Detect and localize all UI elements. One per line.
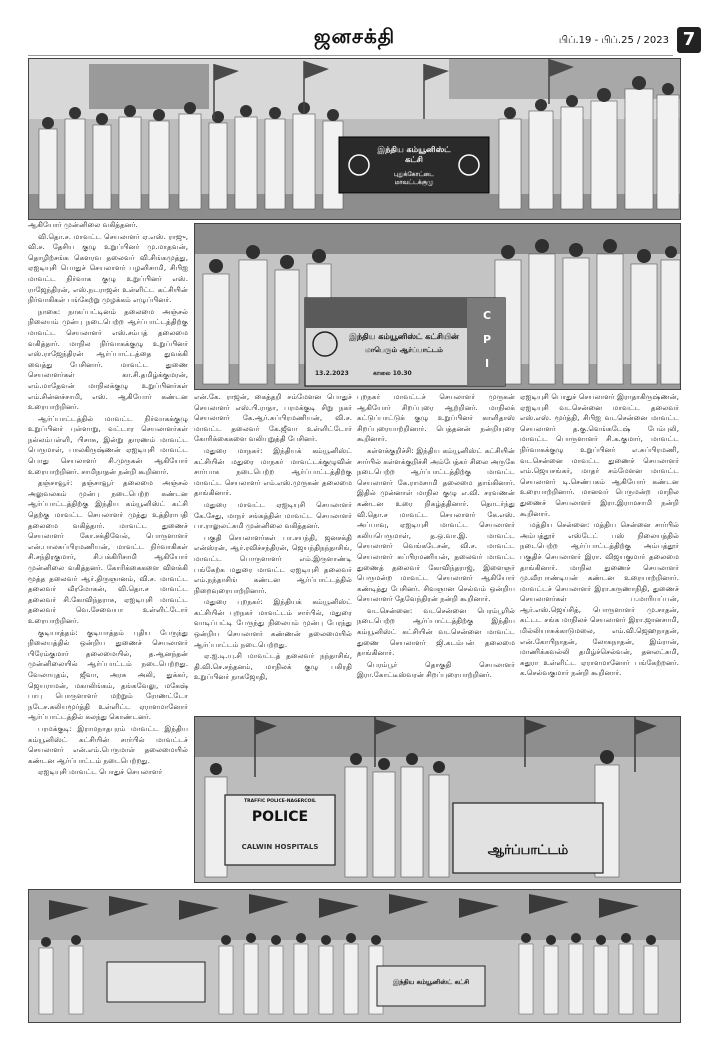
- photo-top-image: [29, 59, 680, 219]
- article-column-2: [194, 392, 352, 712]
- issue-date: பிப்.19 - பிப்.25 / 2023: [558, 35, 669, 46]
- col1-para-4: தஞ்சாவூர்: தஞ்சாவூர் தலைமை அஞ்சல் அலுவலகம் முன்பு நடைபெற்ற கண்டன ஆர்ப்பாட்டத்திற்கு இந்திய கம்யூனிஸ்ட் கட்சி தெற்கு மாவட்ட செயலாளர் முத்து உத்திராபதி தலைமை வகித்தார். மாவட்ட துணைச் செயலாளர் கோ.சக்திவேல், பொருளாளர் என்.பாலசுப்பிரமணியன், மாவட்ட நிர்வாகிகள் சி.சந்திரகுமார், சி.பக்கிரிசாமி ஆகியோர் முன்னிலை வகித்தனர். கோரிக்கைகளை விளக்கி மூத்த தலைவர் ஆர்.திருஞானம், வி.ச. மாவட்ட தலைவர் வீரமோகன், வி.தொ.ச மாவட்ட தலைவர் சி.கோவிந்தராசு, ஏஐடியுசி மாவட்ட தலைவர் வெ.சேவையா உள்ளிட்டோர் உரையாற்றினர்.: [28, 478, 188, 625]
- col1-para-7: ஏஐடியுசி மாவட்ட பொதுச் செயலாளர்: [38, 767, 163, 777]
- article-column-4: [520, 392, 679, 712]
- middle-banner-subtitle: மாபெரும் ஆர்ப்பாட்டம்: [365, 346, 443, 354]
- col2-para-4: மதுரை புறநகர்: இந்தியக் கம்யூனிஸ்ட் கட்சியின் புறநகர் மாவட்டம் சார்பில், மதுரை வாடிப்பட்டி பேருந்து நிலையம் முன்பு பேரந்து ஒன்றிய செயலாளர் கண்ணன் தலைமையில் ஆர்ப்பாட்டம் நடைபெற்றது.: [194, 597, 352, 649]
- photo-middle-image: [195, 224, 680, 389]
- masthead-rule: [28, 55, 673, 56]
- col2-para-3: பகுதி செயலாளர்கள் பா.சயந்தி, ஜனசக்தி என்ஸ்ரன், ஆர்.ரவிச்சந்திரன், ஜெயந்திநந்தாசிங், மாவட்ட பொருளாளர் எம்.இருளாண்டி பங்கேற்க மதுரை மாவட்ட ஏஐடியுசி தலைவர் எம்.நந்தாசிங் கண்டன ஆர்ப்பாட்டத்தில் நிறைவுரையாற்றினார்.: [194, 532, 352, 595]
- col2-para-0: என்.கே. ராஜன், கைத்தறி சம்மேளன பொதுச் செயலாளர் எஸ்.பி.ராதா, பரமக்குடி சிறு நகர் செயலாளர் கே.ஆர்.சுப்பிரமணியன், வி.ச. மாவட்ட தலைவர் கே.ஜீவா உள்ளிட்டோர் கோரிக்கைகளை வலியுறுத்தி பேசினர்.: [194, 392, 352, 444]
- masthead: [0, 0, 709, 56]
- middle-banner-date: 13.2.2023: [315, 370, 349, 377]
- top-banner-subtitle: புதுக்கோட்டை மாவட்டக்குழு: [394, 171, 434, 186]
- middle-banner-time: காலை 10.30: [373, 370, 412, 377]
- side-letter-c: C: [482, 309, 492, 322]
- article-column-3: [357, 392, 515, 712]
- col2-para-5: ஏ.ஐ.டி.யு.சி மாவட்டத் தலைவர் நந்தாசிங், தி.வி.செ.சந்தனம், மாநிலக் குழு பகிரதி உறுப்பினர் நாகஜோதி,: [194, 651, 352, 682]
- col3-para-1: கள்ளக்குறிச்சி: இந்திய கம்யூனிஸ்ட் கட்சியின் சார்பில் கள்ளக்குறிச்சி அம்பேத்கர் சிலை அருகே நடைபெற்ற ஆர்ப்பாட்டத்திற்கு மாவட்ட செயலாளர் கே.ராமசாமி தலைமை தாங்கினார். இதில் முன்னாள் மாநில குழு எ.வி. சரவணன் கண்டன உரை நிகழ்த்தினார். தொடர்ந்து வி.தொ.ச மாவட்ட செயலாளர் கே.எஸ். அப்பாவு, ஏஐடியுசி மாவட்ட செயலாளர் கலியபெருமாள், த.ஒ.வா.இ. மாவட்ட செயலாளர் வெங்கடேசன், வி.ச. மாவட்ட செயலாளர் சுப்பிரமணியன், தலைவர் மாவட்ட துணைத் தலைவர் கோவிந்தராஜ், இளைஞர் பெருமன்ற மாவட்ட செயலாளர் ஆகியோர் கண்டித்து பேசினர். சிவஞான செல்வம் ஒன்றிய செயலாளர் தேவேந்திரன் நன்றி கூறினார்.: [357, 445, 515, 604]
- col1-para-2: நாகை: நாகப்பட்டினம் தலைமை அஞ்சல் நிலையம் முன்பு நடைபெற்ற ஆர்ப்பாட்டத்திற்கு மாவட்ட செயலாளர் எஸ்.சம்பத் தலைமை வகித்தார். மாநில நிர்வாகக்குழு உறுப்பினர் எஸ்.ராஜேந்திரன் ஆர்ப்பாட்டத்தை துவக்கி வைத்து பேசினார். மாவட்ட துணை செயலாளர்கள் கா.சி.தமிழ்க்குமரன், எம்.மாதேவன் மாநிலக்குழு உறுப்பினர்கள் எம்.சின்னச்சாமி, எஸ். ஆகியோர் கண்டன உரையாற்றினர்.: [28, 306, 188, 412]
- photo-bottom-image: [29, 890, 680, 1022]
- col1-para-3: ஆர்ப்பாட்டத்தில் மாவட்ட நிர்வாகக்குழு உறுப்பினர் புள்ளாறு, வட்டார செயலாளர்கள் நல்லம்பள்ளி, பிசாசு, இன்று தாரணம் மாவட்ட பெருமாள், பாலகிருஷ்ணன் ஏஐடியுசி மாவட்ட பொது செயலாளர் சி.முருகன் ஆகியோர் உரையாற்றினர். சாமிநாதன் நன்றி கூறினார்.: [28, 413, 188, 476]
- middle-banner-side-letters: [477, 304, 497, 376]
- lower-protest-banner: ஆர்ப்பாட்டம்: [487, 843, 569, 858]
- photo-lower-protest: [194, 716, 681, 883]
- col2-para-2: மதுரை மாவட்ட ஏஐடியுசி செயலாளர் கே.சேது, மாநர் சங்கத்தின் மாவட்ட செயலாளர் பா.ராலுலட்சுமி முன்னிலை வகித்தனர்.: [194, 499, 352, 531]
- article-column-1: [28, 220, 188, 880]
- bottom-banner-title: இந்திய கம்யூனிஸ்ட் கட்சி: [392, 978, 470, 986]
- police-sign: POLICE: [251, 809, 309, 825]
- photo-top-protest: [28, 58, 681, 220]
- side-letter-i: I: [484, 357, 490, 370]
- col4-para-0: ஏஐடியுசி பொதுச் செயலாளர் இராதாகிருஷ்ணன், ஏஐடியுசி வடசென்னை மாவட்ட தலைவர் எஸ்.எஸ். மூர்த்தி, சிபிஐ வடசென்னை மாவட்ட செயலாளர் த.கு.வெங்கடேஷ் பேம்புலி, மாவட்ட பொருளாளர் சி.க.குமார், மாவட்ட நிர்வாகக்குழு உறுப்பினர் எ.சுப்பிரமணி, வடசென்னை மாவட்ட துணைச் செயலாளர் எம்.ஜெயசங்கர், மாதர் சம்மேளன மாவட்ட செயலாளர் டி.செண்பகம் ஆகியோர் கண்டன உரையாற்றினார். மானவர் பெருமன்ற மாநில துணைச் செயலாளர் இரா.இராமசாமி நன்றி கூறினார்.: [520, 392, 679, 518]
- police-sign-small: TRAFFIC POLICE-NAGERCOIL: [244, 799, 316, 804]
- top-banner-title: இந்திய கம்யூனிஸ்ட் கட்சி: [377, 145, 451, 164]
- middle-banner-title: இந்திய கம்யூனிஸ்ட் கட்சியின்: [349, 332, 459, 341]
- col1-para-6: பரமக்குடி: இராமநாதபுரம் மாவட்ட இந்திய கம்யூனிஸ்ட் கட்சியின் சார்பில் மாவட்டச் செயலாளர் என்.எம்.பெருமாள் தலைமையில் கண்டன ஆர்ப்பாட்டம் நடைபெற்றது.: [28, 723, 188, 765]
- hospital-sign: CALWIN HOSPITALS: [241, 843, 319, 851]
- photo-middle-protest: [194, 223, 681, 390]
- photo-bottom-protest: [28, 889, 681, 1023]
- col4-para-1: மத்திய சென்னை: மத்திய சென்னை சார்பில் அம்பத்தூர் எஸ்டேட் பஸ் நிலையத்தில் நடைபெற்ற ஆர்ப்பாட்டத்திற்கு அம்பத்தூர் பகுதிச் செயலாளர் இரா. விஜயகுமார் தலைமை தாங்கினார். மாநில துணைச் செயலாளர் மு.வீரபாண்டியன் கண்டன உரையாற்றினார். மாவட்டச் செயலாளர் இரா.கருணாநிதி, துணைச் செயலாளர்கள் ப.மாரியப்பன், ஆர்.எஸ்.ஜெய்சித், பொருளாளர் மு.சாதன், கட்டட சங்க மாநிலச் செயலாளர் இரா.ஜானசாமி, மில்லியாசுக்காடுமலை, எம்.வி.ஜெஹநாதன், என்.கோபிநாதன், லோகநாதன், இம்ரான், மாணிக்கவல்லி தமிழ்ச்செல்வன், தனலட்சுமி, சுதுரா உள்ளிட்ட ஏராளமானோர் பங்கேற்றனர். க.செல்வகுமார் நன்றி கூறினார்.: [520, 520, 679, 678]
- col1-para-0: ஆகியோர் முன்னிலை வகித்தனர்.: [28, 220, 138, 229]
- col1-para-1: வி.தொ.ச. மாவட்ட செயலாளர் ஏ.எஸ். ராஜு, வி.ச. தேசிய குழு உறுப்பினர் மு.மாதவன், தொழிற்சங்க கௌரவ தலைவர் வி.சிங்கமுத்து, ஏஐடியுசி பொதுச் செயலாளர் பழனிசாமி, சிபிஐ மாவட்ட நிர்வாக குழு உறுப்பினர் எஸ். ராஜேந்திரன், எஸ்.நடராஜன் உள்ளிட்ட கட்சியின் நிர்வாகிகள் பங்கேற்று முழக்கம் எழுப்பினர்.: [28, 231, 188, 305]
- side-letter-p: P: [482, 333, 492, 346]
- page-number-badge: 7: [677, 27, 701, 53]
- col2-para-1: மதுரை மாநகர்: இந்தியக் கம்யூனிஸ்ட் கட்சியின் மதுரை மாநகர் மாவட்டக்குழுவின் சார்பாக நடைபெற்ற ஆர்ப்பாட்டத்திற்கு மாவட்ட செயலாளர் எம்.எஸ்.முருகன் தலைமை தாங்கினார்.: [194, 445, 352, 498]
- col3-para-3: பெரம்பூர் தொகுதி செயலாளர் இரா.கோட்டீஸ்வரன் சிறப்புரையாற்றினர்.: [357, 659, 515, 680]
- col3-para-2: வடசென்னை: வடசென்னை பெரம்பூரில் நடைபெற்ற ஆர்ப்பாட்டத்திற்கு இந்திய கம்யூனிஸ்ட் கட்சியின் வடசென்னை மாவட்ட துணை செயலாளர் ஜி.கடம்பன் தலைமை தாங்கினார்.: [357, 605, 515, 658]
- newspaper-title: ஜனசக்தி: [313, 24, 396, 48]
- col3-para-0: புறநகர் மாவட்டச் செயலாளர் முருகன் ஆகியோர் சிறப்புரை ஆற்றினர். மாநிலக் கட்டுப்பாட்டுக் குழு உறுப்பினர் காளிதாஸ் சிறப்புரையாற்றினார். பெத்தனன் நன்றியுரை கூறினார்.: [357, 392, 515, 444]
- col1-para-5: குடியாத்தம்: குடியாத்தம் புதிய பேருந்து நிலையத்தில் ஒன்றிய துணைச் செயலாளர் பிரேம்குமார் தலைமையில், த.ஆனந்தன் முன்னிலையில் ஆர்ப்பாட்டம் நடைபெற்றது. வேலாயுதம், ஜீவா, அரசு அலி, துக்கர், ஜெயராமன், மகாலிங்கம், தங்கவேலு, மகேஷ் பாபு பொருளாளர் மற்றும் ரோணட்டோ நடேச.கலியமூர்த்தி உள்ளிட்ட ஏராளமானோர் ஆர்ப்பாட்டத்தில் கலந்து கொண்டனர்.: [28, 627, 188, 722]
